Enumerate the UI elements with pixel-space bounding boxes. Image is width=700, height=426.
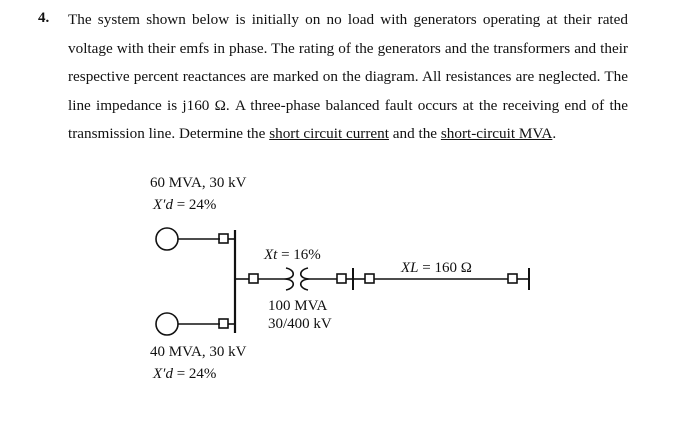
transformer-secondary-coil <box>301 268 318 290</box>
gen1-xd-value: = 24% <box>172 197 217 213</box>
gen1-reactance-label <box>153 197 216 214</box>
generator-2-symbol <box>156 313 178 335</box>
transformer-secondary-breaker <box>337 274 346 283</box>
transformer-x-symbol: Xt <box>264 247 278 263</box>
gen2-reactance-label <box>153 366 216 383</box>
transformer-rating-label: 100 MVA <box>268 298 328 314</box>
problem-text-part3: . <box>552 125 557 143</box>
line-reactance-label <box>401 260 472 277</box>
gen2-rating-label: 40 MVA, 30 kV <box>150 344 247 360</box>
line-x-value: = 160 Ω <box>418 260 472 276</box>
line-x-symbol: XL <box>401 260 419 276</box>
problem-text-part2: and the <box>388 125 441 143</box>
problem-number: 4. <box>38 10 50 26</box>
problem-text-part1: The system shown below is initially on no load with generators operating at their rated voltage with their emfs in phase. The rating of the generators and the transformers and their respective percent reactances are marked on the diagram. All resistances are neglected. The line impedance is j160 Ω. A three-phase balanced fault occurs at the receiving end of the transmission line. Determine the <box>68 11 628 143</box>
gen2-xd-value: = 24% <box>172 366 217 382</box>
underlined-short-circuit-mva: short-circuit MVA <box>440 125 553 143</box>
gen1-breaker <box>219 234 228 243</box>
underlined-short-circuit-current: short circuit current <box>269 125 389 143</box>
transformer-primary-breaker <box>249 274 258 283</box>
line-receiving-breaker <box>508 274 517 283</box>
transformer-x-value: = 16% <box>277 247 321 263</box>
gen2-xd-symbol: X′d <box>153 366 173 382</box>
gen1-xd-symbol: X′d <box>153 197 173 213</box>
gen2-breaker <box>219 319 228 328</box>
transformer-primary-coil <box>276 268 293 290</box>
transformer-voltage-label: 30/400 kV <box>268 316 332 332</box>
line-sending-breaker <box>365 274 374 283</box>
generator-1-symbol <box>156 228 178 250</box>
gen1-rating-label: 60 MVA, 30 kV <box>150 175 247 191</box>
transformer-reactance-label <box>264 247 321 264</box>
